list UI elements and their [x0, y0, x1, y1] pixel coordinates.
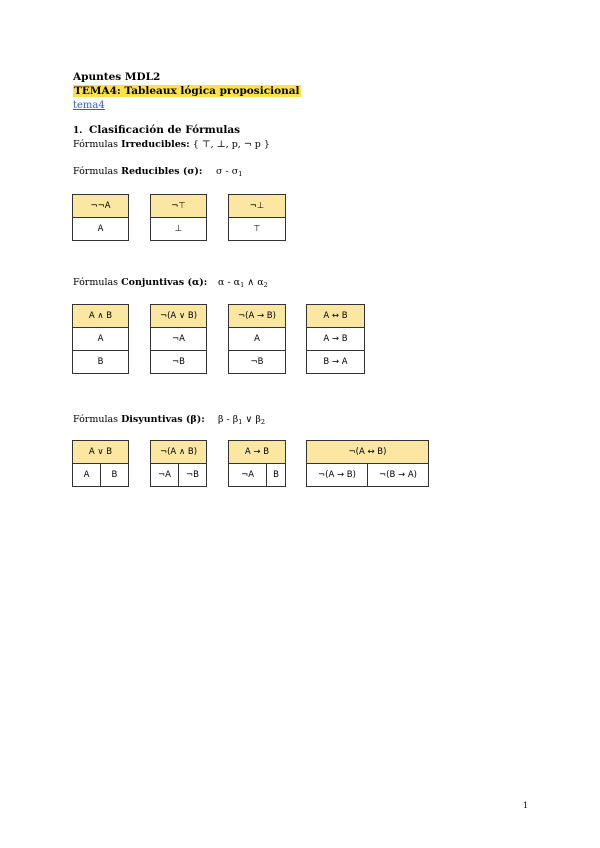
alpha-table-1 [72, 304, 129, 374]
table-header: A ∧ B [73, 305, 129, 328]
table-cell: ¬B [178, 464, 206, 487]
beta-table-2 [150, 440, 207, 487]
conjuntivas-rule-b-sub: 2 [263, 281, 268, 289]
reducibles-label: Reducibles (σ): [121, 166, 203, 177]
section-heading [73, 124, 240, 136]
tema-link[interactable]: tema4 [73, 100, 105, 111]
alpha-table-2 [150, 304, 207, 374]
document-subtitle: TEMA4: Tableaux lógica proposicional [74, 85, 300, 97]
table-cell: B → A [307, 351, 365, 374]
table-cell: B [100, 464, 128, 487]
disyuntivas-rule-a: β - β [218, 414, 239, 425]
disyuntivas-rule-a-sub: 1 [238, 418, 243, 426]
table-header: ¬⊥ [229, 195, 286, 218]
table-header: ¬¬A [73, 195, 129, 218]
disyuntivas-label: Disyuntivas (β): [121, 414, 205, 425]
reducibles-line [73, 166, 202, 177]
irreducibles-line [73, 139, 270, 150]
table-header: ¬(A → B) [229, 305, 286, 328]
table-cell: ⊥ [151, 218, 207, 241]
table-header: A → B [229, 441, 286, 464]
conjuntivas-rule [218, 277, 268, 289]
table-header: ¬(A ∧ B) [151, 441, 207, 464]
conjuntivas-line [73, 277, 207, 288]
table-cell: ¬B [151, 351, 207, 374]
sigma-table-2 [150, 194, 207, 241]
alpha-table-4 [306, 304, 365, 374]
conjuntivas-prefix: Fórmulas [73, 277, 122, 288]
table-cell: ¬A [151, 464, 179, 487]
table-header: A ∨ B [73, 441, 129, 464]
reducibles-rule-sub: 1 [238, 170, 243, 178]
table-cell: ⊤ [229, 218, 286, 241]
document-title: Apuntes MDL2 [73, 71, 161, 83]
reducibles-rule-text: σ - σ [216, 166, 239, 177]
disyuntivas-line [73, 414, 205, 425]
table-header: A ↔ B [307, 305, 365, 328]
beta-table-4 [306, 440, 429, 487]
conjuntivas-label: Conjuntivas (α): [121, 277, 208, 288]
table-cell: ¬A [229, 464, 267, 487]
table-cell: ¬A [151, 328, 207, 351]
sigma-table-1 [72, 194, 129, 241]
conjuntivas-rule-a: α - α [218, 277, 241, 288]
sigma-table-3 [228, 194, 286, 241]
table-cell: ¬B [229, 351, 286, 374]
table-cell: B [267, 464, 286, 487]
reducibles-prefix: Fórmulas [73, 166, 122, 177]
conjuntivas-rule-a-sub: 1 [240, 281, 245, 289]
table-cell: A [73, 218, 129, 241]
table-cell: A → B [307, 328, 365, 351]
alpha-table-3 [228, 304, 286, 374]
table-cell: B [73, 351, 129, 374]
reducibles-rule [216, 166, 242, 178]
table-header: ¬⊤ [151, 195, 207, 218]
conjuntivas-rule-mid: ∧ α [244, 277, 264, 288]
table-cell: ¬(A → B) [307, 464, 368, 487]
disyuntivas-rule [218, 414, 265, 426]
beta-table-1 [72, 440, 129, 487]
disyuntivas-rule-b-sub: 2 [260, 418, 266, 426]
irreducibles-prefix: Fórmulas [73, 139, 122, 150]
disyuntivas-rule-mid: ∨ β [242, 414, 261, 425]
table-header: ¬(A ↔ B) [307, 441, 429, 464]
table-cell: ¬(B → A) [368, 464, 429, 487]
table-cell: A [73, 464, 101, 487]
section-number: 1. [73, 126, 83, 136]
irreducibles-label: Irreducibles: [121, 139, 190, 150]
page-number: 1 [522, 801, 528, 810]
section-title: Clasificación de Fórmulas [89, 124, 241, 136]
table-header: ¬(A ∨ B) [151, 305, 207, 328]
beta-table-3 [228, 440, 286, 487]
irreducibles-set: { ⊤, ⊥, p, ¬ p } [192, 139, 270, 150]
disyuntivas-prefix: Fórmulas [73, 414, 122, 425]
table-cell: A [229, 328, 286, 351]
table-cell: A [73, 328, 129, 351]
